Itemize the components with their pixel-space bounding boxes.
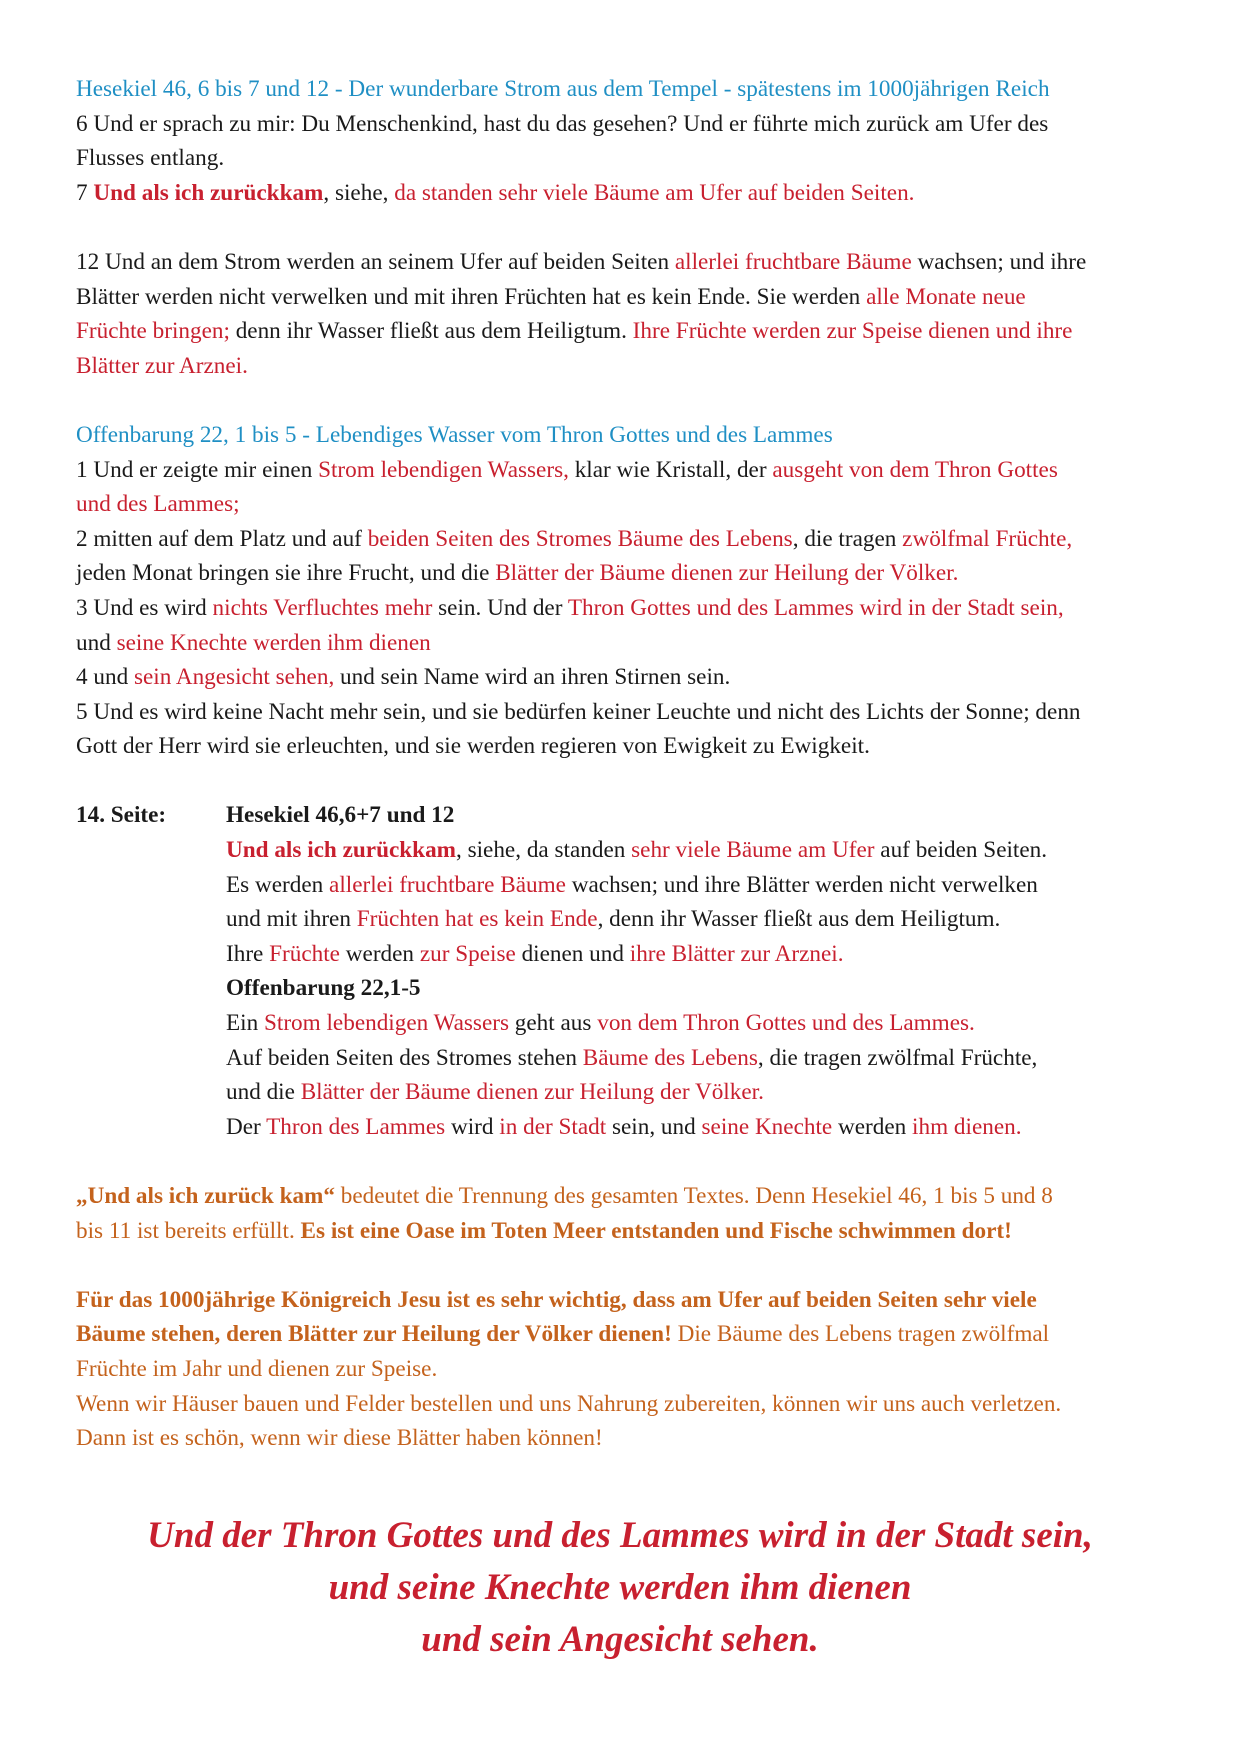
verse-12-line-2: Blätter werden nicht verwelken und mit ihren Früchten hat es kein Ende. Sie werden alle Monate neue [76, 283, 1026, 310]
commentary-1-line-2: bis 11 ist bereits erfüllt. Es ist eine Oase im Toten Meer entstanden und Fische schwimmen dort! [76, 1217, 1012, 1244]
closing-line-2: und seine Knechte werden ihm dienen [328, 1567, 912, 1608]
document-body [76, 72, 1176, 1456]
summary-line-8: Der Thron des Lammes wird in der Stadt sein, und seine Knechte werden ihm dienen. [226, 1113, 1022, 1140]
heading-offenbarung: Offenbarung 22, 1 bis 5 - Lebendiges Wasser vom Thron Gottes und des Lammes [76, 421, 833, 448]
page-14-label: 14. Seite: [76, 802, 167, 829]
summary-line-6: Auf beiden Seiten des Stromes stehen Bäume des Lebens, die tragen zwölfmal Früchte, [226, 1044, 1038, 1071]
commentary-2-line-4: Wenn wir Häuser bauen und Felder bestellen und uns Nahrung zubereiten, können wir uns auch verletzen. [76, 1390, 1062, 1417]
closing-line-3: und sein Angesicht sehen. [421, 1619, 819, 1660]
rev-verse-2-line-1: 2 mitten auf dem Platz und auf beiden Seiten des Stromes Bäume des Lebens, die tragen zwölfmal Früchte, [76, 525, 1073, 552]
commentary-2-line-3: Früchte im Jahr und dienen zur Speise. [76, 1355, 438, 1382]
summary-line-5: Ein Strom lebendigen Wassers geht aus von dem Thron Gottes und des Lammes. [226, 1010, 975, 1037]
verse-12-line-4: Blätter zur Arznei. [76, 352, 248, 379]
verse-12-line-3: Früchte bringen; denn ihr Wasser fließt aus dem Heiligtum. Ihre Früchte werden zur Speise dienen und ihre [76, 318, 1073, 345]
summary-line-4: Ihre Früchte werden zur Speise dienen und ihre Blätter zur Arznei. [226, 940, 844, 967]
summary-line-1: Und als ich zurückkam, siehe, da standen sehr viele Bäume am Ufer auf beiden Seiten. [226, 837, 1048, 864]
commentary-1-line-1: „Und als ich zurück kam“ bedeutet die Trennung des gesamten Textes. Denn Hesekiel 46, 1 bis 5 und 8 [76, 1183, 1053, 1209]
verse-7: 7 Und als ich zurückkam, siehe, da standen sehr viele Bäume am Ufer auf beiden Seiten. [76, 179, 915, 206]
verse-12-line-1: 12 Und an dem Strom werden an seinem Ufer auf beiden Seiten allerlei fruchtbare Bäume wachsen; und ihre [76, 248, 1087, 275]
commentary-2-line-1: Für das 1000jährige Königreich Jesu ist es sehr wichtig, dass am Ufer auf beiden Seiten sehr viele [76, 1286, 1037, 1313]
rev-verse-3-line-2: und seine Knechte werden ihm dienen [76, 629, 431, 656]
summary-line-3: und mit ihren Früchten hat es kein Ende, denn ihr Wasser fließt aus dem Heiligtum. [226, 906, 1001, 933]
summary-line-2: Es werden allerlei fruchtbare Bäume wachsen; und ihre Blätter werden nicht verwelken [226, 871, 1038, 898]
commentary-2-line-5: Dann ist es schön, wenn wir diese Blätter haben können! [76, 1425, 603, 1452]
commentary-2-line-2: Bäume stehen, deren Blätter zur Heilung der Völker dienen! Die Bäume des Lebens tragen zwölfmal [76, 1321, 1050, 1348]
closing-quote [0, 1510, 1240, 1666]
rev-verse-4: 4 und sein Angesicht sehen, und sein Name wird an ihren Stirnen sein. [76, 664, 731, 691]
verse-6-line-1: 6 Und er sprach zu mir: Du Menschenkind, hast du das gesehen? Und er führte mich zurück am Ufer des [76, 110, 1049, 137]
rev-verse-5-line-2: Gott der Herr wird sie erleuchten, und sie werden regieren von Ewigkeit zu Ewigkeit. [76, 733, 870, 760]
page-14-title-row [76, 798, 1176, 833]
page-14-title-offenbarung: Offenbarung 22,1-5 [226, 975, 421, 1002]
rev-verse-2-line-2: jeden Monat bringen sie ihre Frucht, und die Blätter der Bäume dienen zur Heilung der Völker. [76, 560, 959, 587]
closing-line-1: Und der Thron Gottes und des Lammes wird in der Stadt sein, [147, 1515, 1093, 1556]
heading-hesekiel: Hesekiel 46, 6 bis 7 und 12 - Der wunderbare Strom aus dem Tempel - spätestens im 1000jährigen Reich [76, 76, 1050, 102]
page-14-title-hesekiel: Hesekiel 46,6+7 und 12 [226, 802, 455, 829]
rev-verse-1-line-2: und des Lammes; [76, 491, 240, 518]
verse-6-line-2: Flusses entlang. [76, 145, 225, 172]
rev-verse-3-line-1: 3 Und es wird nichts Verfluchtes mehr sein. Und der Thron Gottes und des Lammes wird in der Stadt sein, [76, 594, 1064, 621]
rev-verse-5-line-1: 5 Und es wird keine Nacht mehr sein, und sie bedürfen keiner Leuchte und nicht des Lichts der Sonne; denn [76, 698, 1081, 725]
rev-verse-1-line-1: 1 Und er zeigte mir einen Strom lebendigen Wassers, klar wie Kristall, der ausgeht von dem Thron Gottes [76, 456, 1058, 483]
summary-line-7: und die Blätter der Bäume dienen zur Heilung der Völker. [226, 1079, 764, 1106]
